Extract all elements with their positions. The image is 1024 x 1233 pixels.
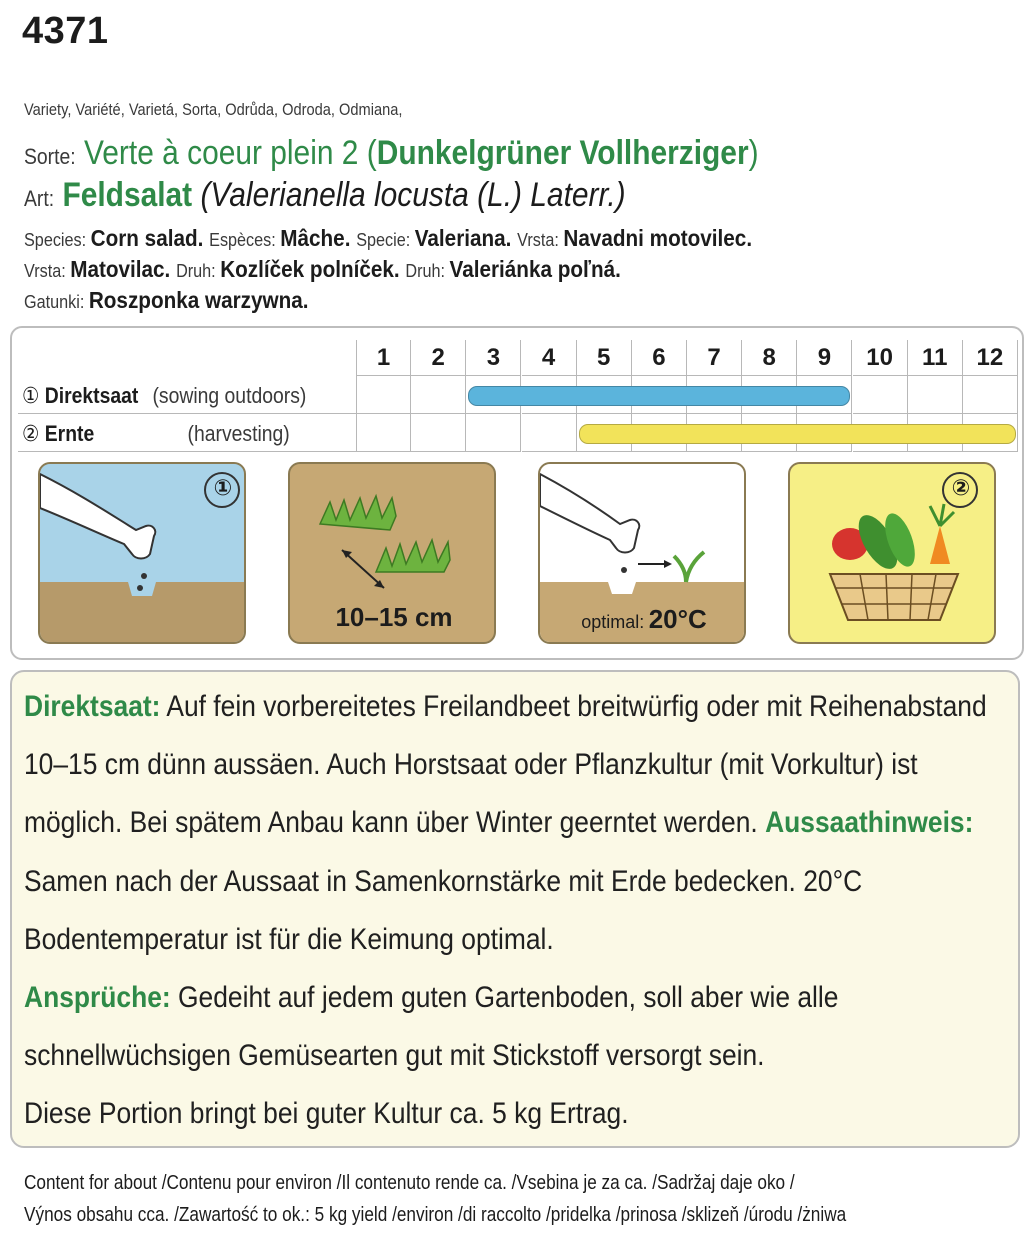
step-number: ② [22, 421, 45, 446]
species-lang-label: Druh: [176, 261, 221, 281]
month-header: 6 [632, 340, 687, 376]
harvest-period-bar [579, 424, 1016, 444]
month-header: 8 [742, 340, 797, 376]
month-header: 1 [356, 340, 411, 376]
month-cell [963, 376, 1018, 414]
species-lang-label: Espèces: [209, 230, 281, 250]
activity-note: (sowing outdoors) [152, 383, 307, 408]
month-header: 5 [577, 340, 632, 376]
species-common-name: Valeriana. [414, 225, 512, 251]
species-common-name: Roszponka warzywna. [88, 287, 309, 313]
species-name-line [24, 176, 626, 215]
germination-illustration [538, 462, 746, 644]
direct-sowing-heading: Direktsaat: [24, 690, 161, 723]
art-label: Art: [24, 186, 55, 211]
variety-alt-name: Dunkelgrüner Vollherziger [376, 134, 749, 172]
month-cell [411, 376, 466, 414]
harvest-step-badge: ② [951, 475, 971, 500]
species-latin: (Valerianella locusta (L.) Laterr.) [200, 176, 626, 214]
variety-name: Verte à coeur plein 2 [83, 134, 359, 172]
sorte-label: Sorte: [24, 144, 76, 169]
month-header: 4 [522, 340, 577, 376]
spacing-illustration [288, 462, 496, 644]
species-common-name: Kozlíček polníček. [220, 256, 400, 282]
calendar-row-label [22, 383, 306, 409]
species-line [24, 256, 621, 283]
month-cell [466, 414, 521, 452]
temperature-value: 20°C [648, 604, 707, 634]
month-header: 11 [908, 340, 963, 376]
species-lang-label: Species: [24, 230, 91, 250]
yield-text: Diese Portion bringt bei guter Kultur ca. 5 kg Ertrag. [24, 1097, 629, 1131]
month-cell [356, 414, 411, 452]
harvest-illustration [788, 462, 996, 644]
species-lang-label: Druh: [405, 261, 450, 281]
sowing-calendar [18, 340, 1018, 452]
species-common-name: Navadni motovilec. [563, 225, 753, 251]
variety-languages-line: Variety, Variété, Varietá, Sorta, Odrůda, Odroda, Odmiana, [24, 100, 403, 119]
month-header: 12 [963, 340, 1018, 376]
activity-name: Direktsaat [44, 383, 139, 408]
calendar-row-label [22, 421, 290, 447]
month-header: 10 [853, 340, 908, 376]
month-cell [356, 376, 411, 414]
row-spacing-label: 10–15 cm [335, 602, 453, 632]
species-lang-label: Specie: [356, 230, 415, 250]
month-header: 9 [797, 340, 852, 376]
product-code: 4371 [22, 10, 109, 52]
direct-sowing-text: Auf fein vorbereitetes Freilandbeet breitwürfig oder mit Reihenabstand 10–15 cm dünn aussäen. Auch Horstsaat oder Pflanzkultur (mit Vorkultur) ist möglich. Bei spätem Anbau kann über Winter geerntet werden. [24, 690, 987, 840]
requirements-heading: Ansprüche: [24, 981, 171, 1015]
species-lang-label: Gatunki: [24, 292, 89, 312]
content-yield-line-2: Výnos obsahu cca. /Zawartość to ok.: 5 kg yield /environ /di raccolto /pridelka /prinosa /sklizeň /úrodu /żniwa [24, 1204, 847, 1226]
activity-note: (harvesting) [187, 421, 290, 446]
month-header: 7 [687, 340, 742, 376]
content-yield-line-1: Content for about /Contenu pour environ /Il contenuto rende ca. /Vsebina je za ca. /Sadržaj daje oko / [24, 1172, 795, 1194]
month-header: 2 [411, 340, 466, 376]
paren-open: ( [358, 134, 377, 172]
species-common-name: Valeriánka poľná. [449, 256, 621, 282]
species-common-name: Mâche. [280, 225, 351, 251]
species-line [24, 225, 752, 252]
species-common-name: Corn salad. [90, 225, 204, 251]
sowing-step-badge: ① [213, 475, 233, 500]
sowing-period-bar [468, 386, 850, 406]
month-cell [908, 376, 963, 414]
month-cell [522, 414, 577, 452]
step-number: ① [22, 383, 45, 408]
month-header: 3 [466, 340, 521, 376]
month-cell [411, 414, 466, 452]
instructions-text [24, 678, 992, 1144]
sowing-hint-text: Samen nach der Aussaat in Samenkornstärke mit Erde bedecken. 20°C Bodentemperatur ist für die Keimung optimal. [24, 864, 863, 956]
sowing-illustration [38, 462, 246, 644]
sowing-hint-heading: Aussaathinweis: [765, 806, 974, 840]
species-lang-label: Vrsta: [24, 261, 71, 281]
temperature-label [540, 604, 746, 635]
variety-name-line [24, 134, 759, 173]
requirements-text: Gedeiht auf jedem guten Gartenboden, soll aber wie alle schnellwüchsigen Gemüsearten gut mit Stickstoff versorgt sein. [24, 981, 839, 1073]
species-line [24, 287, 309, 314]
species-name: Feldsalat [62, 176, 193, 214]
species-lang-label: Vrsta: [517, 230, 564, 250]
paren-close: ) [748, 134, 759, 172]
species-common-name: Matovilac. [70, 256, 171, 282]
activity-name: Ernte [44, 421, 95, 446]
temperature-prefix: optimal: [581, 612, 645, 632]
month-cell [853, 376, 908, 414]
